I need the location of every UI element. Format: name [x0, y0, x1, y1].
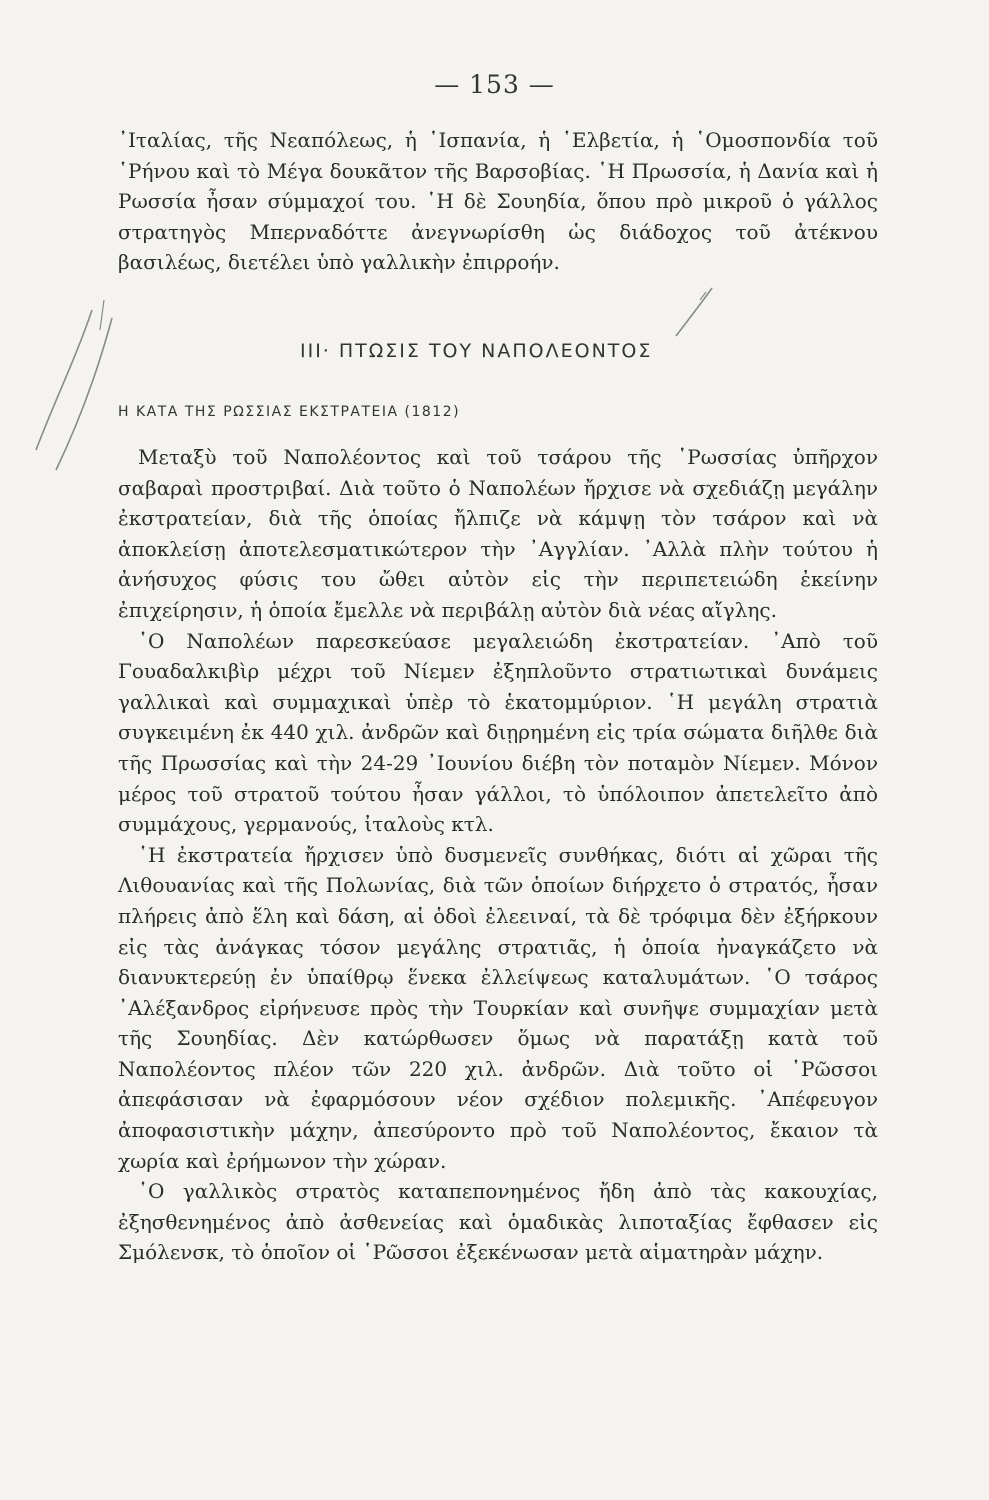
body-paragraph-4: ῾Ο γαλλικὸς στρατὸς καταπεπονημένος ἤδη ἀπὸ τὰς κακουχίας, ἐξησθενημένος ἀπὸ ἀσθενείας καὶ ὁμαδικὰς λιποταξίας ἔφθασεν εἰς Σμόλενσκ, τὸ ὁποῖον οἱ ῾Ρῶσσοι ἐξεκένωσαν μετὰ αἱματηρὰν μάχην. [118, 1179, 878, 1265]
pencil-stroke-left-inner [56, 318, 112, 470]
intro-paragraph: ᾿Ιταλίας, τῆς Νεαπόλεως, ἡ ῾Ισπανία, ἡ ῾Ελβετία, ἡ ῾Ομοσπονδία τοῦ ῾Ρήνου καὶ τὸ Μέγα δουκᾶτον τῆς Βαρσοβίας. ῾Η Πρωσσία, ἡ Δανία καὶ ἡ Ρωσσία ἦσαν σύμμαχοί του. ῾Η δὲ Σουηδία, ὅπου πρὸ μικροῦ ὁ γάλλος στρατηγὸς Μπερναδόττε ἀνεγνωρίσθη ὡς διάδοχος τοῦ ἀτέκνου βασιλέως, διετέλει ὑπὸ γαλλικὴν ἐπιρροήν. [118, 128, 878, 275]
intro-text-block [118, 125, 878, 278]
body-paragraph-1: Μεταξὺ τοῦ Ναπολέοντος καὶ τοῦ τσάρου τῆς ῾Ρωσσίας ὑπῆρχον σαβαραὶ προστριβαί. Διὰ τοῦτο ὁ Ναπολέων ἤρχισε νὰ σχεδιάζῃ μεγάλην ἐκστρατείαν, διὰ τῆς ὁποίας ἤλπιζε νὰ κάμψῃ τὸν τσάρον καὶ νὰ ἀποκλείσῃ ἀποτελεσματικώτερον τὴν ᾿Αγγλίαν. ᾿Αλλὰ πλὴν τούτου ἡ ἀνήσυχος φύσις του ὤθει αὐτὸν εἰς τὴν περιπετειώδη ἐκείνην ἐπιχείρησιν, ἡ ὁποία ἔμελλε νὰ περιβάλῃ αὐτὸν διὰ νέας αἴγλης. [118, 445, 878, 622]
pencil-stroke-left-short [100, 300, 104, 330]
pencil-stroke-left-outer [36, 310, 92, 450]
body-paragraph-2: ῾Ο Ναπολέων παρεσκεύασε μεγαλειώδη ἐκστρατείαν. ᾿Απὸ τοῦ Γουαδαλκιβὶρ μέχρι τοῦ Νίεμεν ἐξηπλοῦντο στρατιωτικαὶ δυνάμεις γαλλικαὶ καὶ συμμαχικαὶ ὑπὲρ τὸ ἑκατομμύριον. ῾Η μεγάλη στρατιὰ συγκειμένη ἐκ 440 χιλ. ἀνδρῶν καὶ διῃρημένη εἰς τρία σώματα διῆλθε διὰ τῆς Πρωσσίας καὶ τὴν 24-29 ᾿Ιουνίου διέβη τὸν ποταμὸν Νίεμεν. Μόνον μέρος τοῦ στρατοῦ τούτου ἦσαν γάλλοι, τὸ ὑπόλοιπον ἀπετελεῖτο ἀπὸ συμμάχους, γερμανούς, ἰταλοὺς κτλ. [118, 628, 878, 837]
section-heading: Η ΚΑΤΑ ΤΗΣ ΡΩΣΣΙΑΣ ΕΚΣΤΡΑΤΕΙΑ (1812) [118, 404, 461, 420]
chapter-heading: ΙΙΙ· ΠΤΩΣΙΣ ΤΟΥ ΝΑΠΟΛΕΟΝΤΟΣ [300, 340, 653, 362]
page-number: — 153 — [434, 70, 555, 99]
pencil-stroke-right-tick-2 [700, 292, 706, 300]
pencil-stroke-right-tick [676, 288, 712, 336]
body-paragraph-3: ῾Η ἐκστρατεία ἤρχισεν ὑπὸ δυσμενεῖς συνθήκας, διότι αἱ χῶραι τῆς Λιθουανίας καὶ τῆς Πολωνίας, διὰ τῶν ὁποίων διήρχετο ὁ στρατός, ἦσαν πλήρεις ἀπὸ ἕλη καὶ δάση, αἱ ὁδοὶ ἐλεειναί, τὰ δὲ τρόφιμα δὲν ἐξήρκουν εἰς τὰς ἀνάγκας τόσον μεγάλης στρατιᾶς, ἡ ὁποία ἠναγκάζετο νὰ διανυκτερεύῃ ἐν ὑπαίθρῳ ἕνεκα ἐλλείψεως καταλυμάτων. ῾Ο τσάρος ᾿Αλέξανδρος εἰρήνευσε πρὸς τὴν Τουρκίαν καὶ συνῆψε συμμαχίαν μετὰ τῆς Σουηδίας. Δὲν κατώρθωσεν ὅμως νὰ παρατάξῃ κατὰ τοῦ Ναπολέοντος πλέον τῶν 220 χιλ. ἀνδρῶν. Διὰ τοῦτο οἱ ῾Ρῶσσοι ἀπεφάσισαν νὰ ἐφαρμόσουν νέον σχέδιον πολεμικῆς. ᾿Απέφευγον ἀποφασιστικὴν μάχην, ἀπεσύροντο πρὸ τοῦ Ναπολέοντος, ἔκαιον τὰ χωρία καὶ ἐρήμωνον τὴν χώραν. [118, 842, 878, 1173]
main-text-block [118, 442, 878, 1268]
